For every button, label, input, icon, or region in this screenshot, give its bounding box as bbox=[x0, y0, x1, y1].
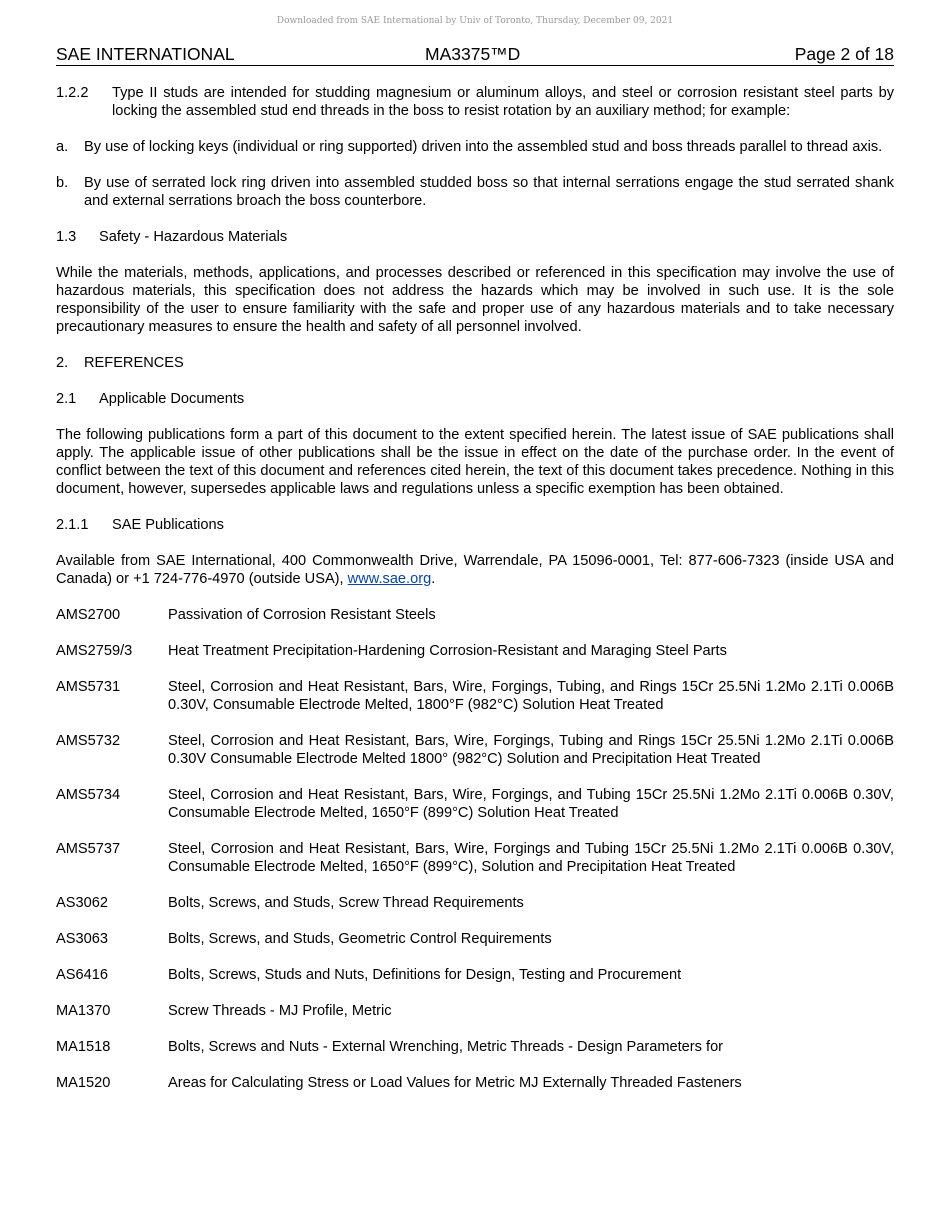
section-1-2-2 bbox=[56, 84, 894, 120]
reference-row bbox=[56, 930, 894, 948]
availability-text: Available from SAE International, 400 Commonwealth Drive, Warrendale, PA 15096-0001, Tel: 877-606-7323 (inside USA and Canada) or +1 724-776-4970 (outside USA), bbox=[56, 553, 894, 587]
header-organization: SAE INTERNATIONAL bbox=[56, 44, 235, 64]
heading-1-3 bbox=[56, 228, 894, 246]
page-header bbox=[56, 44, 894, 66]
reference-title: Steel, Corrosion and Heat Resistant, Bars, Wire, Forgings, Tubing and Rings 15Cr 25.5Ni 1.2Mo 2.1Ti 0.006B 0.30V Consumable Electrode Melted 1800° (982°C) Solution and Precipitation Heat Treated bbox=[168, 733, 894, 767]
reference-row bbox=[56, 786, 894, 822]
availability-paragraph bbox=[56, 552, 894, 588]
heading-2-1 bbox=[56, 390, 894, 408]
reference-code: AMS5732 bbox=[56, 733, 121, 749]
section-title: REFERENCES bbox=[84, 355, 184, 371]
safety-paragraph: While the materials, methods, applications, and processes described or referenced in this specification may involve the use of hazardous materials, this specification does not address the hazards which may be involved in such use. It is the sole responsibility of the user to ensure familiarity with the safe and proper use of any hazardous materials and to take necessary precautionary measures to ensure the health and safety of all personnel involved. bbox=[56, 265, 894, 335]
section-number: 1.3 bbox=[56, 229, 77, 245]
reference-row bbox=[56, 678, 894, 714]
reference-row bbox=[56, 732, 894, 768]
heading-2 bbox=[56, 354, 894, 372]
availability-period: . bbox=[431, 571, 436, 587]
reference-row bbox=[56, 1038, 894, 1056]
heading-2-1-1 bbox=[56, 516, 894, 534]
list-item-label: b. bbox=[56, 175, 69, 191]
reference-code: AMS5737 bbox=[56, 841, 121, 857]
reference-row bbox=[56, 894, 894, 912]
reference-title: Bolts, Screws, and Studs, Screw Thread Requirements bbox=[168, 895, 524, 911]
reference-title: Screw Threads - MJ Profile, Metric bbox=[168, 1003, 392, 1019]
list-item-label: a. bbox=[56, 139, 69, 155]
header-page-number: Page 2 of 18 bbox=[794, 44, 894, 64]
reference-row bbox=[56, 840, 894, 876]
reference-row bbox=[56, 966, 894, 984]
reference-row bbox=[56, 1002, 894, 1020]
applicable-documents-paragraph: The following publications form a part of this document to the extent specified herein. The latest issue of SAE publications shall apply. The applicable issue of other publications shall be the issue in effect on the date of the purchase order. In the event of conflict between the text of this document and references cited herein, the text of this document takes precedence. Nothing in this document, however, supersedes applicable laws and regulations unless a specific exemption has been obtained. bbox=[56, 427, 894, 497]
list-item-a bbox=[56, 138, 894, 156]
reference-code: MA1518 bbox=[56, 1039, 111, 1055]
reference-code: AMS5731 bbox=[56, 679, 121, 695]
section-text: Type II studs are intended for studding magnesium or aluminum alloys, and steel or corrosion resistant steel parts by locking the assembled stud end threads in the boss to resist rotation by an auxiliary method; for example: bbox=[112, 85, 894, 119]
section-title: Safety - Hazardous Materials bbox=[99, 229, 288, 245]
list-item-text: By use of locking keys (individual or ring supported) driven into the assembled stud and boss threads parallel to thread axis. bbox=[84, 139, 883, 155]
list-item-text: By use of serrated lock ring driven into assembled studded boss so that internal serrations engage the stud serrated shank and external serrations broach the boss counterbore. bbox=[84, 175, 894, 209]
reference-row bbox=[56, 606, 894, 624]
reference-title: Areas for Calculating Stress or Load Values for Metric MJ Externally Threaded Fasteners bbox=[168, 1075, 742, 1091]
reference-title: Bolts, Screws, Studs and Nuts, Definitions for Design, Testing and Procurement bbox=[168, 967, 682, 983]
reference-row bbox=[56, 1074, 894, 1092]
document-body bbox=[56, 84, 894, 1110]
reference-code: AMS2759/3 bbox=[56, 643, 133, 659]
reference-title: Steel, Corrosion and Heat Resistant, Bars, Wire, Forgings and Tubing 15Cr 25.5Ni 1.2Mo 2.1Ti 0.006B 0.30V, Consumable Electrode Melted, 1650°F (899°C), Solution and Precipitation Heat Treated bbox=[168, 841, 894, 875]
reference-title: Heat Treatment Precipitation-Hardening Corrosion-Resistant and Maraging Steel Parts bbox=[168, 643, 727, 659]
section-number: 1.2.2 bbox=[56, 85, 89, 101]
header-document-id: MA3375™D bbox=[425, 44, 521, 64]
reference-title: Steel, Corrosion and Heat Resistant, Bars, Wire, Forgings, and Tubing 15Cr 25.5Ni 1.2Mo 2.1Ti 0.006B 0.30V, Consumable Electrode Melted, 1650°F (899°C) Solution Heat Treated bbox=[168, 787, 894, 821]
section-number: 2.1 bbox=[56, 391, 77, 407]
reference-code: AS3062 bbox=[56, 895, 108, 911]
download-watermark: Downloaded from SAE International by Univ of Toronto, Thursday, December 09, 2021 bbox=[276, 16, 674, 26]
reference-title: Bolts, Screws and Nuts - External Wrenching, Metric Threads - Design Parameters for bbox=[168, 1039, 724, 1055]
reference-code: MA1370 bbox=[56, 1003, 111, 1019]
reference-title: Passivation of Corrosion Resistant Steels bbox=[168, 607, 436, 623]
reference-code: AS3063 bbox=[56, 931, 108, 947]
reference-title: Bolts, Screws, and Studs, Geometric Control Requirements bbox=[168, 931, 552, 947]
list-item-b bbox=[56, 174, 894, 210]
reference-code: AS6416 bbox=[56, 967, 108, 983]
reference-title: Steel, Corrosion and Heat Resistant, Bars, Wire, Forgings, Tubing, and Rings 15Cr 25.5Ni 1.2Mo 2.1Ti 0.006B 0.30V, Consumable Electrode Melted, 1800°F (982°C) Solution Heat Treated bbox=[168, 679, 894, 713]
reference-code: MA1520 bbox=[56, 1075, 111, 1091]
reference-row bbox=[56, 642, 894, 660]
sae-website-link[interactable]: www.sae.org bbox=[347, 571, 432, 587]
section-title: SAE Publications bbox=[112, 517, 224, 533]
reference-code: AMS2700 bbox=[56, 607, 121, 623]
reference-code: AMS5734 bbox=[56, 787, 121, 803]
section-title: Applicable Documents bbox=[99, 391, 245, 407]
section-number: 2. bbox=[56, 355, 69, 371]
section-number: 2.1.1 bbox=[56, 517, 89, 533]
